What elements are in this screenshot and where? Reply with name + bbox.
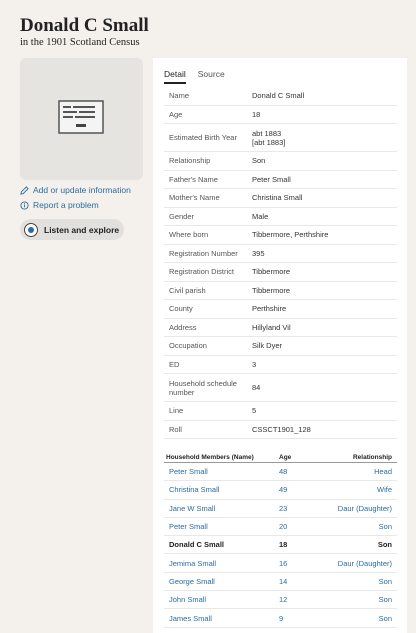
pencil-icon: [20, 186, 29, 195]
household-row[interactable]: [164, 518, 397, 536]
detail-value: 3: [252, 359, 257, 369]
record-panel: [153, 58, 407, 633]
member-name[interactable]: Peter Small: [169, 522, 208, 532]
member-relationship[interactable]: Wife: [377, 485, 392, 495]
household-row[interactable]: [164, 500, 397, 518]
member-age[interactable]: 49: [279, 485, 288, 495]
detail-row: [164, 356, 397, 375]
detail-row: [164, 319, 397, 338]
detail-label: Estimated Birth Year: [169, 133, 237, 142]
member-relationship: Son: [377, 540, 392, 550]
detail-value: 395: [252, 248, 265, 258]
detail-value: Peter Small: [252, 174, 291, 184]
detail-label: County: [169, 304, 193, 314]
detail-value: Tibbermore, Perthshire: [252, 230, 329, 240]
listen-icon: [24, 223, 38, 237]
detail-row: [164, 226, 397, 245]
member-name[interactable]: James Small: [169, 613, 212, 623]
detail-row: [164, 152, 397, 171]
detail-value: Son: [252, 156, 266, 166]
member-name[interactable]: Peter Small: [169, 467, 208, 477]
tab-detail[interactable]: Detail: [164, 69, 186, 84]
detail-value: Silk Dyer: [252, 341, 283, 351]
listen-explore-button[interactable]: [20, 219, 124, 240]
detail-label: Household schedule number: [169, 378, 237, 397]
detail-label: Registration Number: [169, 248, 238, 258]
header-age: Age: [279, 453, 292, 461]
birth-year-value: abt 1883: [252, 128, 282, 138]
birth-year-original: [abt 1883]: [252, 137, 286, 147]
member-name: Donald C Small: [169, 540, 225, 550]
detail-label: Civil parish: [169, 285, 206, 295]
detail-label: Mother's Name: [169, 193, 220, 203]
detail-row: [164, 300, 397, 319]
detail-row: [164, 245, 397, 264]
household-row[interactable]: [164, 609, 397, 627]
member-relationship[interactable]: Son: [378, 595, 392, 605]
detail-value: CSSCT1901_128: [252, 424, 311, 434]
household-row[interactable]: [164, 573, 397, 591]
detail-row: [164, 421, 397, 440]
member-age: 18: [279, 540, 288, 550]
detail-row: [164, 282, 397, 301]
member-relationship[interactable]: Son: [378, 576, 392, 586]
household-row-current: [164, 536, 397, 554]
household-row[interactable]: [164, 591, 397, 609]
detail-label: Age: [169, 109, 183, 119]
member-age[interactable]: 20: [279, 522, 288, 532]
detail-label: Occupation: [169, 341, 207, 351]
member-age[interactable]: 12: [279, 595, 288, 605]
detail-value: [252, 129, 285, 147]
info-icon: [20, 201, 29, 210]
detail-label: Relationship: [169, 156, 211, 166]
household-table: [164, 452, 397, 628]
member-relationship[interactable]: Head: [374, 467, 392, 477]
detail-label: Registration District: [169, 267, 235, 277]
add-update-label: Add or update information: [33, 185, 131, 195]
tab-source[interactable]: Source: [197, 69, 225, 79]
household-header: [164, 452, 397, 463]
detail-row: [164, 374, 397, 402]
detail-value: 18: [252, 109, 261, 119]
detail-label: Where born: [169, 230, 209, 240]
household-row[interactable]: [164, 463, 397, 481]
record-image-thumbnail[interactable]: [20, 58, 143, 180]
member-relationship[interactable]: Daur (Daughter): [337, 503, 392, 513]
household-row[interactable]: [164, 554, 397, 572]
report-problem-link[interactable]: [20, 200, 99, 210]
page-subtitle: in the 1901 Scotland Census: [20, 37, 140, 48]
member-name[interactable]: George Small: [169, 576, 215, 586]
member-age[interactable]: 14: [279, 576, 288, 586]
detail-row: [164, 171, 397, 190]
detail-label: Gender: [169, 211, 195, 221]
member-relationship[interactable]: Son: [378, 613, 392, 623]
detail-label: Roll: [169, 424, 182, 434]
report-problem-label: Report a problem: [33, 200, 99, 210]
member-age[interactable]: 48: [279, 467, 288, 477]
add-update-link[interactable]: [20, 185, 131, 195]
detail-label: ED: [169, 359, 180, 369]
detail-row: [164, 208, 397, 227]
page-title: Donald C Small: [20, 15, 149, 36]
detail-value: 84: [252, 383, 261, 392]
listen-explore-label: Listen and explore: [44, 224, 120, 235]
detail-label: Father's Name: [169, 174, 218, 184]
detail-value: Male: [252, 211, 269, 221]
detail-row: [164, 402, 397, 421]
detail-row: [164, 263, 397, 282]
record-tabs: [164, 69, 225, 84]
detail-row: [164, 124, 397, 152]
detail-value: Hillyland Vil: [252, 322, 291, 332]
detail-value: 5: [252, 406, 257, 416]
detail-label: Line: [169, 406, 184, 416]
detail-label: Address: [169, 322, 197, 332]
header-name: Household Members (Name): [166, 453, 254, 461]
member-age[interactable]: 9: [279, 613, 284, 623]
detail-row: [164, 87, 397, 106]
member-name[interactable]: John Small: [169, 595, 207, 605]
member-age[interactable]: 16: [279, 558, 288, 568]
header-relationship: Relationship: [352, 453, 392, 461]
detail-value: Tibbermore: [252, 267, 291, 277]
detail-value: Tibbermore: [252, 285, 291, 295]
detail-row: [164, 337, 397, 356]
detail-label: Name: [169, 91, 190, 101]
detail-value: Christina Small: [252, 193, 303, 203]
member-name[interactable]: Jemima Small: [169, 558, 217, 568]
household-row[interactable]: [164, 481, 397, 499]
detail-value: Perthshire: [252, 304, 287, 314]
member-relationship[interactable]: Son: [378, 522, 392, 532]
detail-row: [164, 189, 397, 208]
member-relationship[interactable]: Daur (Daughter): [337, 558, 392, 568]
document-icon: [58, 100, 104, 134]
member-name[interactable]: Jane W Small: [169, 503, 216, 513]
detail-value: Donald C Small: [252, 91, 305, 101]
detail-row: [164, 106, 397, 125]
detail-table: [164, 87, 397, 439]
member-name[interactable]: Christina Small: [169, 485, 220, 495]
member-age[interactable]: 23: [279, 503, 288, 513]
